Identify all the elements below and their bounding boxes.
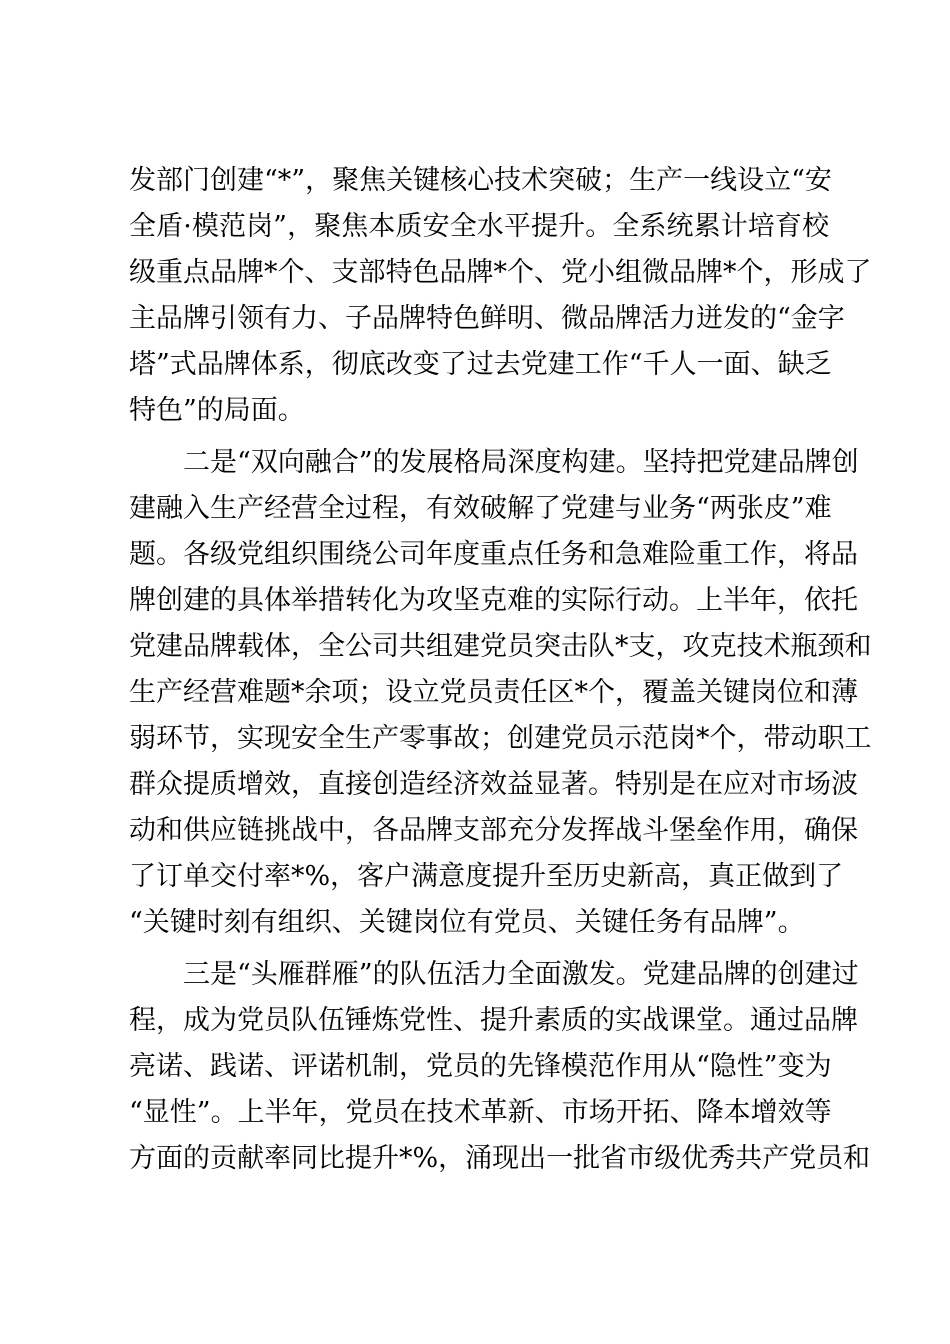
text-line: 三是“头雁群雁”的队伍活力全面激发。党建品牌的创建过 xyxy=(129,959,859,990)
text-line: 全盾·模范岗”，聚焦本质安全水平提升。全系统累计培育校 xyxy=(129,211,829,242)
document-page xyxy=(129,158,872,1182)
text-line: 生产经营难题*余项；设立党员责任区*个，覆盖关键岗位和薄 xyxy=(129,677,858,708)
text-line: 发部门创建“*”，聚焦关键核心技术突破；生产一线设立“安 xyxy=(129,165,832,196)
text-line: 弱环节，实现安全生产零事故；创建党员示范岗*个，带动职工 xyxy=(129,723,872,754)
text-line: 群众提质增效，直接创造经济效益显著。特别是在应对市场波 xyxy=(129,769,858,800)
text-line: 二是“双向融合”的发展格局深度构建。坚持把党建品牌创 xyxy=(129,447,859,478)
text-line: 主品牌引领有力、子品牌特色鲜明、微品牌活力迸发的“金字 xyxy=(129,303,845,334)
text-line: 程，成为党员队伍锤炼党性、提升素质的实战课堂。通过品牌 xyxy=(129,1005,858,1036)
text-line: 建融入生产经营全过程，有效破解了党建与业务“两张皮”难 xyxy=(129,493,832,524)
paragraph-3 xyxy=(129,952,871,1182)
text-line: 特色”的局面。 xyxy=(129,395,305,426)
text-line: 牌创建的具体举措转化为攻坚克难的实际行动。上半年，依托 xyxy=(129,585,858,616)
text-line: 方面的贡献率同比提升*%，涌现出一批省市级优秀共产党员和 xyxy=(129,1143,871,1174)
text-line: 级重点品牌*个、支部特色品牌*个、党小组微品牌*个，形成了 xyxy=(129,257,872,288)
text-line: “关键时刻有组织、关键岗位有党员、关键任务有品牌”。 xyxy=(129,907,805,938)
text-line: 亮诺、践诺、评诺机制，党员的先锋模范作用从“隐性”变为 xyxy=(129,1051,832,1082)
text-line: 题。各级党组织围绕公司年度重点任务和急难险重工作，将品 xyxy=(129,539,858,570)
text-line: “显性”。上半年，党员在技术革新、市场开拓、降本增效等 xyxy=(129,1097,832,1128)
text-line: 了订单交付率*%，客户满意度提升至历史新高，真正做到了 xyxy=(129,861,844,892)
paragraph-2 xyxy=(129,440,872,946)
text-line: 塔”式品牌体系，彻底改变了过去党建工作“千人一面、缺乏 xyxy=(129,349,832,380)
text-line: 党建品牌载体，全公司共组建党员突击队*支，攻克技术瓶颈和 xyxy=(129,631,872,662)
text-line: 动和供应链挑战中，各品牌支部充分发挥战斗堡垒作用，确保 xyxy=(129,815,858,846)
paragraph-1 xyxy=(129,158,872,434)
